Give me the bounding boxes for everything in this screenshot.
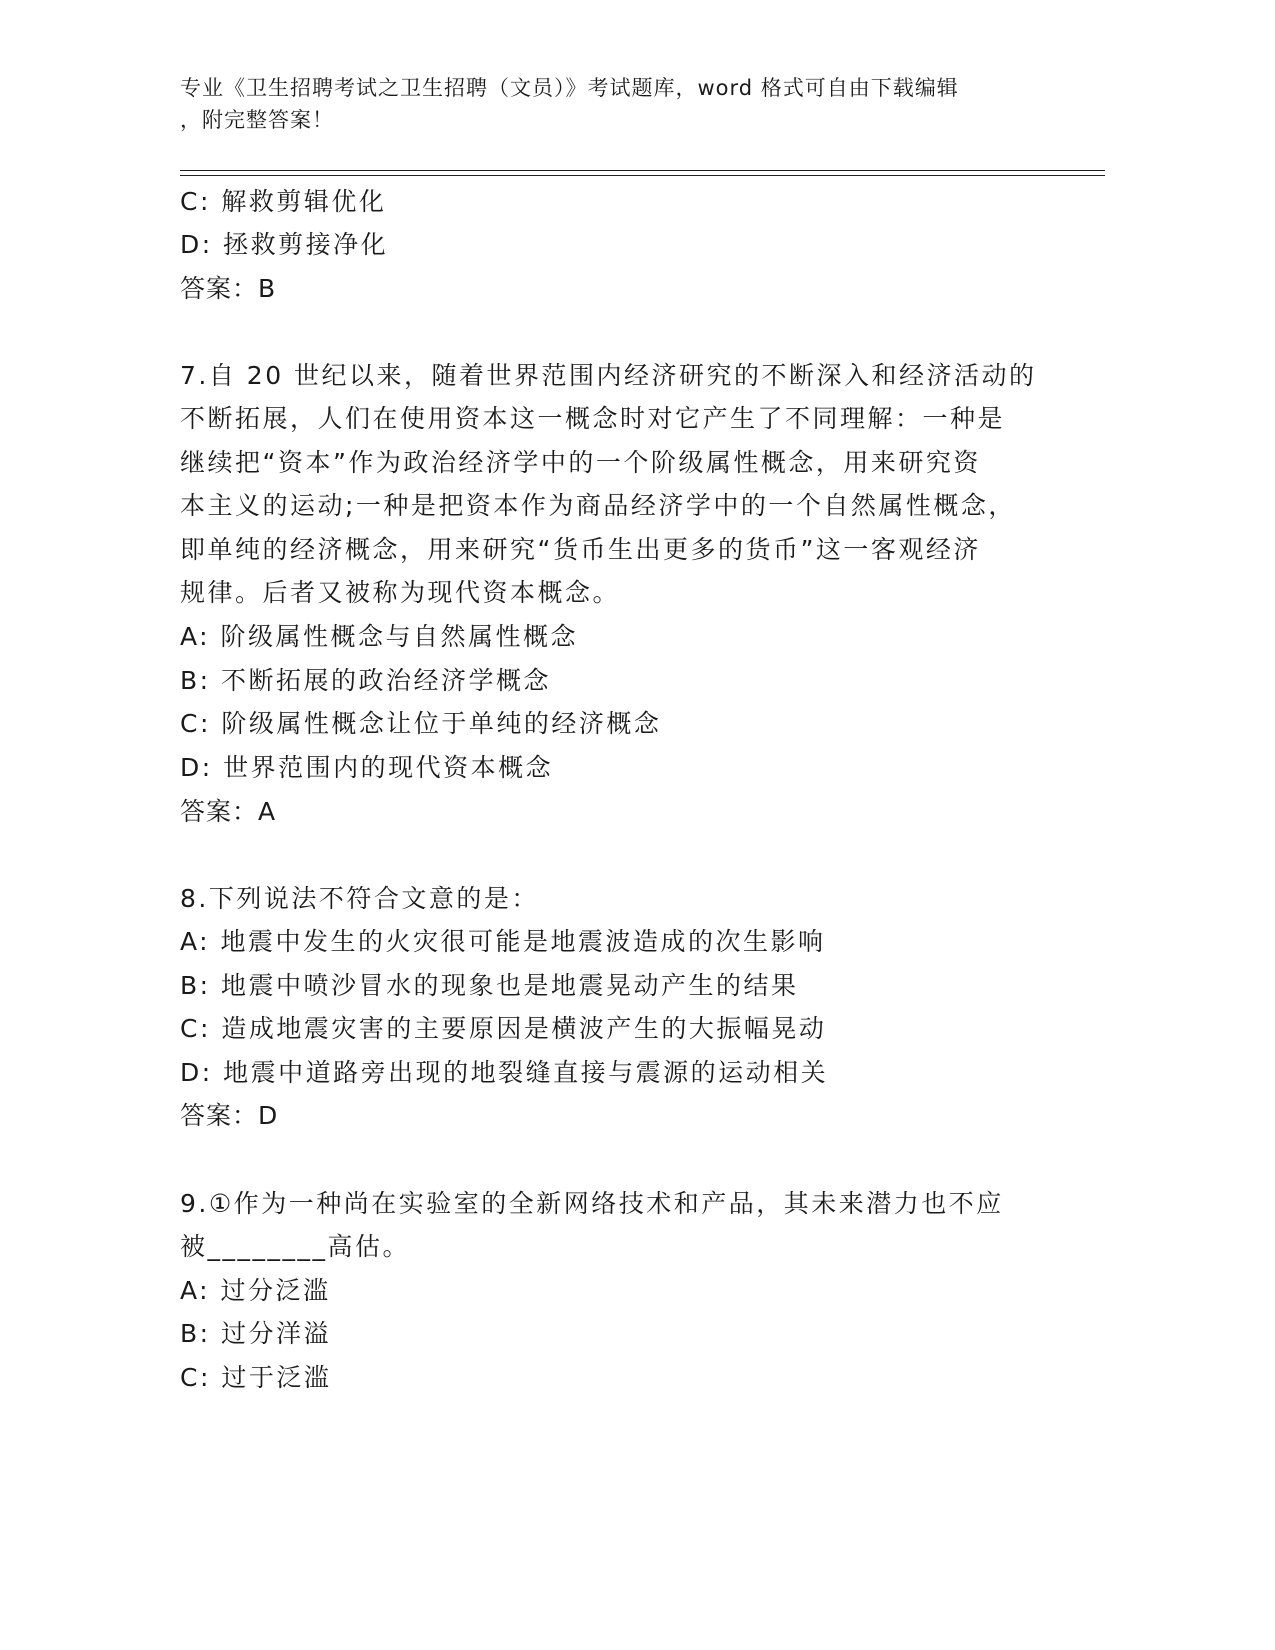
- q7-text-line-1: 7.自 20 世纪以来，随着世界范围内经济研究的不断深入和经济活动的: [180, 361, 1037, 390]
- q7-text-line-3: 继续把“资本”作为政治经济学中的一个阶级属性概念，用来研究资: [180, 448, 981, 477]
- q8-option-a: A: 地震中发生的火灾很可能是地震波造成的次生影响: [180, 927, 826, 956]
- q8-option-b: B: 地震中喷沙冒水的现象也是地震晃动产生的结果: [180, 971, 799, 1000]
- q7-text-line-6: 规律。后者又被称为现代资本概念。: [180, 578, 621, 607]
- q7-answer: 答案：A: [180, 797, 277, 826]
- q8-option-d: D: 地震中道路旁出现的地裂缝直接与震源的运动相关: [180, 1058, 829, 1087]
- q9-text-line-1: 9.①作为一种尚在实验室的全新网络技术和产品，其未来潜力也不应: [180, 1189, 1004, 1218]
- q8-text-line-1: 8.下列说法不符合文意的是：: [180, 884, 539, 913]
- prev-answer: 答案：B: [180, 274, 277, 303]
- prev-option-c: C: 解救剪辑优化: [180, 187, 387, 216]
- q9-option-b: B: 过分洋溢: [180, 1319, 332, 1348]
- q7-option-c: C: 阶级属性概念让位于单纯的经济概念: [180, 709, 662, 738]
- document-header: [180, 72, 1060, 136]
- q7-option-d: D: 世界范围内的现代资本概念: [180, 753, 554, 782]
- header-line-2: ，附完整答案！: [180, 108, 334, 132]
- header-line-1: 专业《卫生招聘考试之卫生招聘（文员）》考试题库，word 格式可自由下载编辑: [180, 76, 959, 100]
- q8-answer: 答案：D: [180, 1101, 279, 1130]
- q8-option-c: C: 造成地震灾害的主要原因是横波产生的大振幅晃动: [180, 1014, 827, 1043]
- q9-option-a: A: 过分泛滥: [180, 1276, 331, 1305]
- q7-text-line-5: 即单纯的经济概念，用来研究“货币生出更多的货币”这一客观经济: [180, 535, 981, 564]
- q7-text-line-2: 不断拓展，人们在使用资本这一概念时对它产生了不同理解：一种是: [180, 404, 1006, 433]
- prev-option-d: D: 拯救剪接净化: [180, 230, 389, 259]
- q9-text-line-2: 被________高估。: [180, 1232, 411, 1261]
- q9-option-c: C: 过于泛滥: [180, 1363, 332, 1392]
- q7-option-b: B: 不断拓展的政治经济学概念: [180, 666, 552, 695]
- header-rule-bottom: [180, 175, 1105, 176]
- q7-text-line-4: 本主义的运动;一种是把资本作为商品经济学中的一个自然属性概念，: [180, 491, 1016, 520]
- header-rule-top: [180, 170, 1105, 171]
- q7-option-a: A: 阶级属性概念与自然属性概念: [180, 622, 579, 651]
